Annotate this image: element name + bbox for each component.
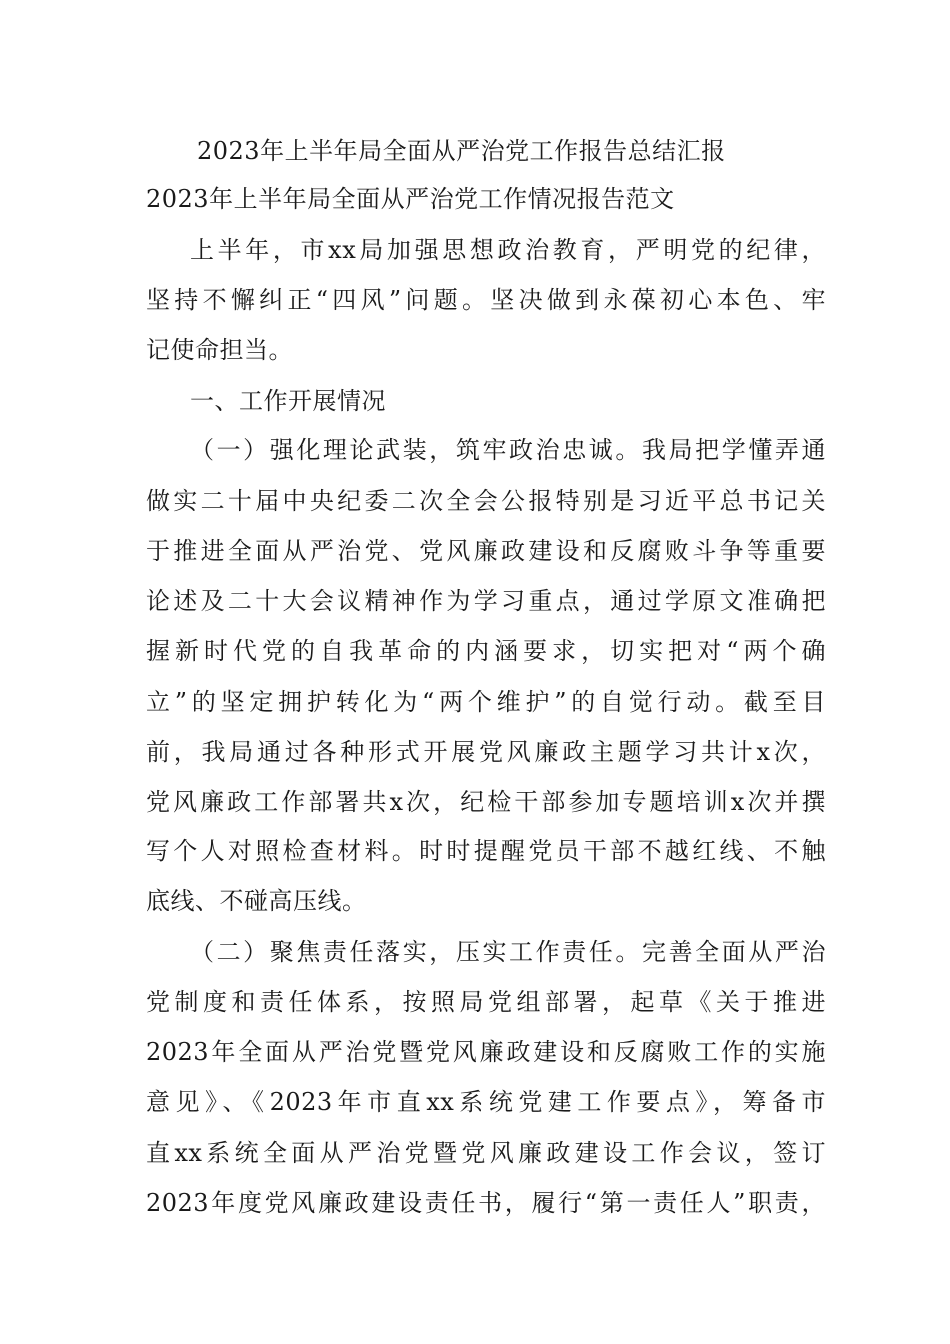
document-subtitle: 2023年上半年局全面从严治党工作情况报告范文	[146, 185, 675, 213]
body-line: 2023年度党风廉政建设责任书，履行“第一责任人”职责，	[146, 1189, 826, 1217]
body-line: 记使命担当。	[146, 336, 293, 364]
body-line: 直xx系统全面从严治党暨党风廉政建设工作会议，签订	[146, 1139, 826, 1167]
body-line: 握新时代党的自我革命的内涵要求，切实把对“两个确	[146, 637, 826, 665]
body-line: 2023年全面从严治党暨党风廉政建设和反腐败工作的实施	[146, 1038, 826, 1066]
body-line: 底线、不碰高压线。	[146, 887, 367, 915]
body-line: 写个人对照检查材料。时时提醒党员干部不越红线、不触	[146, 837, 826, 865]
body-line: 前，我局通过各种形式开展党风廉政主题学习共计x次，	[146, 738, 826, 766]
section-heading: 一、工作开展情况	[190, 387, 386, 415]
body-line: （一）强化理论武装，筑牢政治忠诚。我局把学懂弄通	[190, 436, 826, 464]
body-line: 于推进全面从严治党、党风廉政建设和反腐败斗争等重要	[146, 537, 826, 565]
body-line: 党风廉政工作部署共x次，纪检干部参加专题培训x次并撰	[146, 788, 826, 816]
body-line: 坚持不懈纠正“四风”问题。坚决做到永葆初心本色、牢	[146, 286, 826, 314]
body-line: 上半年，市xx局加强思想政治教育，严明党的纪律，	[190, 236, 826, 264]
body-line: （二）聚焦责任落实，压实工作责任。完善全面从严治	[190, 938, 826, 966]
body-line: 论述及二十大会议精神作为学习重点，通过学原文准确把	[146, 587, 826, 615]
body-line: 做实二十届中央纪委二次全会公报特别是习近平总书记关	[146, 487, 826, 515]
document-title: 2023年上半年局全面从严治党工作报告总结汇报	[197, 137, 726, 165]
body-line: 党制度和责任体系，按照局党组部署，起草《关于推进	[146, 988, 826, 1016]
body-line: 意见》、《2023年市直xx系统党建工作要点》，筹备市	[146, 1088, 826, 1116]
body-line: 立”的坚定拥护转化为“两个维护”的自觉行动。截至目	[146, 688, 826, 716]
